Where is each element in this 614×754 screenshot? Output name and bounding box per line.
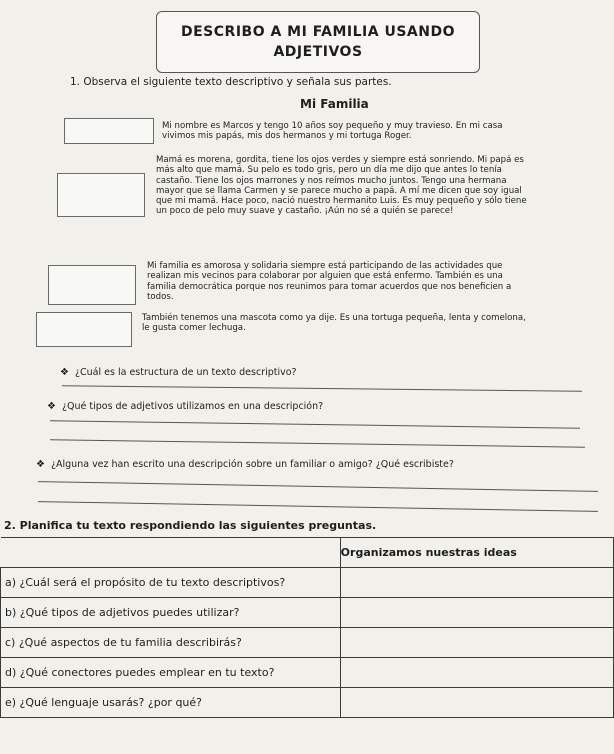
label-box-2[interactable] — [57, 173, 145, 217]
answer-line[interactable] — [50, 439, 585, 447]
answer-line[interactable] — [50, 420, 580, 428]
label-box-3[interactable] — [48, 265, 136, 305]
diamond-bullet-icon: ❖ — [60, 367, 69, 378]
diamond-bullet-icon: ❖ — [47, 401, 56, 412]
diamond-bullet-icon: ❖ — [36, 459, 45, 470]
row-answer-cell[interactable] — [340, 568, 613, 598]
row-question: c) ¿Qué aspectos de tu familia describirás? — [1, 628, 341, 658]
label-box-1[interactable] — [64, 118, 154, 144]
title-box — [156, 11, 480, 73]
row-answer-cell[interactable] — [340, 598, 613, 628]
story-title: Mi Familia — [300, 97, 369, 111]
paragraph-pet: También tenemos una mascota como ya dije. Es una tortuga pequeña, lenta y comelona, le gusta comer lechuga. — [142, 313, 526, 334]
question-2: ❖ ¿Qué tipos de adjetivos utilizamos en una descripción? — [47, 401, 324, 412]
answer-line[interactable] — [38, 481, 598, 492]
row-answer-cell[interactable] — [340, 658, 613, 688]
paragraph-description: Mamá es morena, gordita, tiene los ojos verdes y siempre está sonriendo. Mi papá es más alto que mamá. Su pelo es todo gris, pero un día me dijo que antes lo tenía castaño. Tiene los ojos marrones y nos reímos mucho juntos. Tengo una hermana mayor que se llama Carmen y se parece mucho a papá. A mí me dicen que soy igual que mi mamá. Hace poco, nació nuestro hermanito Luis. Es muy pequeño y sólo tiene un poco de pelo muy suave y castaño. ¡Aún no sé a quién se parece! — [156, 155, 527, 217]
label-box-4[interactable] — [36, 312, 132, 347]
row-question: a) ¿Cuál será el propósito de tu texto descriptivos? — [1, 568, 341, 598]
paragraph-intro: Mi nombre es Marcos y tengo 10 años soy pequeño y muy travieso. En mi casa vivimos mis papás, mis dos hermanos y mi tortuga Roger. — [162, 121, 503, 142]
row-answer-cell[interactable] — [340, 688, 613, 718]
paragraph-family: Mi familia es amorosa y solidaria siempre está participando de las actividades que realizan mis vecinos para colaborar por alguien que está enfermo. También es una familia democrática porque nos reunimos para tomar acuerdos que nos beneficien a todos. — [147, 261, 512, 302]
table-header: Organizamos nuestras ideas — [340, 538, 613, 568]
row-answer-cell[interactable] — [340, 628, 613, 658]
table-row — [1, 568, 614, 598]
answer-line[interactable] — [38, 501, 598, 512]
table-corner — [1, 538, 341, 568]
question-1: ❖ ¿Cuál es la estructura de un texto descriptivo? — [60, 367, 297, 378]
table-row — [1, 658, 614, 688]
table-row — [1, 688, 614, 718]
row-question: b) ¿Qué tipos de adjetivos puedes utilizar? — [1, 598, 341, 628]
title-line-1: DESCRIBO A MI FAMILIA USANDO — [181, 24, 455, 40]
row-question: e) ¿Qué lenguaje usarás? ¿por qué? — [1, 688, 341, 718]
instruction-2: 2. Planifica tu texto respondiendo las siguientes preguntas. — [4, 519, 377, 532]
table-row — [1, 628, 614, 658]
planning-table — [0, 537, 614, 718]
title-line-2: ADJETIVOS — [273, 44, 363, 60]
instruction-1: 1. Observa el siguiente texto descriptivo y señala sus partes. — [70, 76, 392, 88]
row-question: d) ¿Qué conectores puedes emplear en tu texto? — [1, 658, 341, 688]
table-row — [1, 598, 614, 628]
answer-line[interactable] — [62, 385, 582, 391]
question-3: ❖ ¿Alguna vez han escrito una descripción sobre un familiar o amigo? ¿Qué escribiste? — [36, 459, 454, 470]
